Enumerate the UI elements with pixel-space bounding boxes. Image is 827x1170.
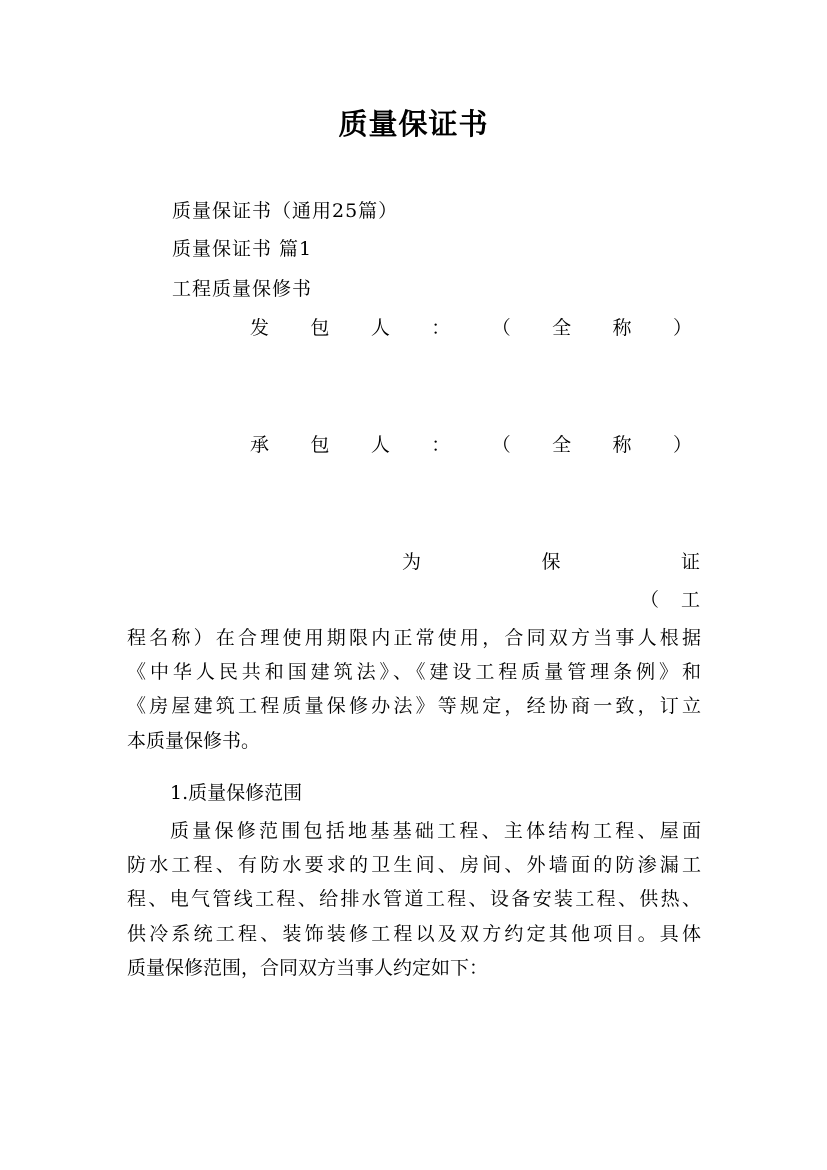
document-title: 质量保证书 <box>338 107 489 141</box>
issuer-char: （ <box>491 317 511 339</box>
section-1-line: 程、电气管线工程、给排水管道工程、设备安装工程、供热、 <box>127 888 701 911</box>
intro-line: 《房屋建筑工程质量保修办法》等规定，经协商一致，订立 <box>127 695 701 718</box>
issuer-char: 人 <box>370 317 390 339</box>
contractor-char: 承 <box>250 434 270 456</box>
section-1-heading: 1.质量保修范围 <box>170 782 303 804</box>
subtitle-collection: 质量保证书（通用25篇） <box>172 200 399 222</box>
intro-line: 本质量保修书。 <box>127 729 261 752</box>
project-name-char: 工 <box>680 589 700 611</box>
subtitle-part-1: 质量保证书 篇1 <box>172 238 313 260</box>
issuer-char: 发 <box>250 317 270 339</box>
section-1-line: 质量保修范围，合同双方当事人约定如下： <box>127 956 489 979</box>
contractor-char: 人 <box>370 434 390 456</box>
contractor-char: ： <box>431 434 451 456</box>
section-1-line: 防水工程、有防水要求的卫生间、房间、外墙面的防渗漏工 <box>127 854 701 877</box>
project-name-start <box>640 587 700 613</box>
intro-paragraph <box>127 621 701 758</box>
contractor-char: 称 <box>612 434 632 456</box>
contractor-char: ） <box>672 434 692 456</box>
section-1-line: 质量保修范围包括地基基础工程、主体结构工程、屋面 <box>170 820 701 842</box>
section-1-body <box>127 814 701 985</box>
guarantee-char: 为 <box>402 551 422 573</box>
section-1-line: 供冷系统工程、装饰装修工程以及双方约定其他项目。具体 <box>127 922 701 945</box>
issuer-char: 包 <box>310 317 330 339</box>
project-name-char: （ <box>640 589 660 611</box>
issuer-char: ） <box>672 317 692 339</box>
guarantee-row <box>402 549 700 575</box>
intro-line: 程名称）在合理使用期限内正常使用，合同双方当事人根据 <box>127 627 701 649</box>
guarantee-char: 证 <box>680 551 700 573</box>
issuer-row <box>250 315 692 341</box>
issuer-char: ： <box>431 317 451 339</box>
contractor-char: 全 <box>552 434 572 456</box>
contractor-char: （ <box>491 434 511 456</box>
guarantee-char: 保 <box>541 551 561 573</box>
issuer-char: 称 <box>612 317 632 339</box>
issuer-char: 全 <box>552 317 572 339</box>
intro-line: 《中华人民共和国建筑法》、《建设工程质量管理条例》和 <box>127 661 701 684</box>
subtitle-warranty: 工程质量保修书 <box>172 278 313 300</box>
contractor-row <box>250 432 692 458</box>
contractor-char: 包 <box>310 434 330 456</box>
